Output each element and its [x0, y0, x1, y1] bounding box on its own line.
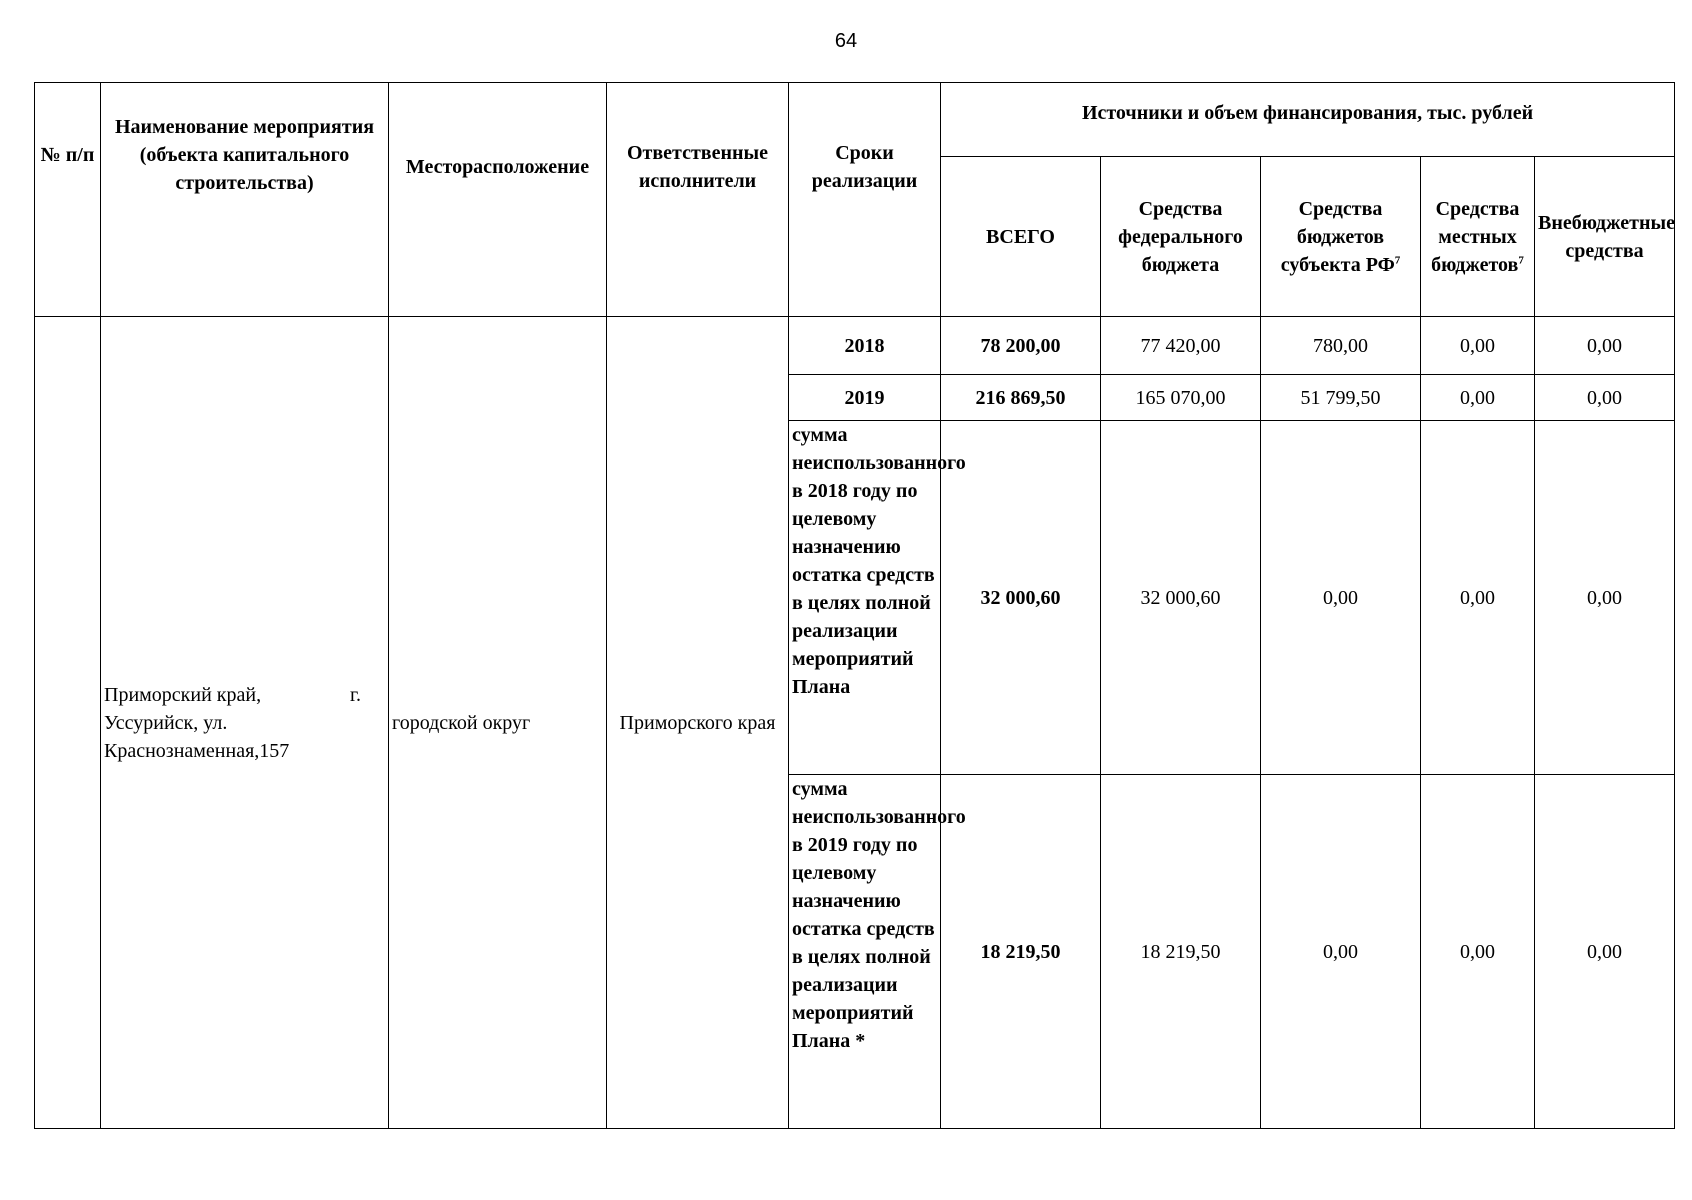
row-name [101, 317, 389, 1129]
term-2019: 2019 [789, 375, 941, 421]
header-name: Наименование мероприятия (объекта капитального строительства) [101, 83, 389, 317]
header-local-footnote: 7 [1518, 253, 1524, 266]
header-extra: Внебюджетные средства [1535, 157, 1675, 317]
header-federal: Средства федерального бюджета [1101, 157, 1261, 317]
header-local-text: Средства местных бюджетов [1431, 197, 1520, 276]
header-regional-footnote: 7 [1394, 253, 1401, 266]
header-local [1421, 157, 1535, 317]
financing-table [34, 82, 1675, 1129]
local-2019: 0,00 [1421, 375, 1535, 421]
row-location: городской округ [389, 317, 607, 1129]
total-2018: 78 200,00 [941, 317, 1101, 375]
table-row [35, 317, 1675, 375]
extra-unused-2019: 0,00 [1535, 775, 1675, 1129]
federal-2019: 165 070,00 [1101, 375, 1261, 421]
header-sources: Источники и объем финансирования, тыс. рублей [941, 83, 1675, 157]
federal-unused-2018: 32 000,60 [1101, 421, 1261, 775]
header-total: ВСЕГО [941, 157, 1101, 317]
local-unused-2018: 0,00 [1421, 421, 1535, 775]
term-unused-2019: сумма неиспользованного в 2019 году по целевому назначению остатка средств в целях полной реализации мероприятий Плана * [789, 775, 941, 1129]
term-2018: 2018 [789, 317, 941, 375]
header-executors: Ответственные исполнители [607, 83, 789, 317]
local-unused-2019: 0,00 [1421, 775, 1535, 1129]
header-num: № п/п [35, 83, 101, 317]
federal-2018: 77 420,00 [1101, 317, 1261, 375]
header-row-1 [35, 83, 1675, 157]
row-name-line1 [104, 681, 385, 709]
header-regional-text: Средства бюджетов субъекта РФ [1280, 197, 1395, 276]
regional-2019: 51 799,50 [1261, 375, 1421, 421]
row-name-part1: Приморский край, [104, 683, 262, 706]
page-number: 64 [834, 30, 858, 52]
local-2018: 0,00 [1421, 317, 1535, 375]
header-terms: Сроки реализации [789, 83, 941, 317]
regional-2018: 780,00 [1261, 317, 1421, 375]
header-regional [1261, 157, 1421, 317]
regional-unused-2018: 0,00 [1261, 421, 1421, 775]
extra-unused-2018: 0,00 [1535, 421, 1675, 775]
federal-unused-2019: 18 219,50 [1101, 775, 1261, 1129]
total-2019: 216 869,50 [941, 375, 1101, 421]
total-unused-2019: 18 219,50 [941, 775, 1101, 1129]
term-unused-2018: сумма неиспользованного в 2018 году по целевому назначению остатка средств в целях полной реализации мероприятий Плана [789, 421, 941, 775]
extra-2018: 0,00 [1535, 317, 1675, 375]
header-location: Месторасположение [389, 83, 607, 317]
row-num [35, 317, 101, 1129]
total-unused-2018: 32 000,60 [941, 421, 1101, 775]
extra-2019: 0,00 [1535, 375, 1675, 421]
row-name-part2: г. [350, 683, 361, 706]
row-executors: Приморского края [607, 317, 789, 1129]
row-name-line2: Уссурийск, ул. Краснознаменная,157 [104, 711, 290, 762]
regional-unused-2019: 0,00 [1261, 775, 1421, 1129]
